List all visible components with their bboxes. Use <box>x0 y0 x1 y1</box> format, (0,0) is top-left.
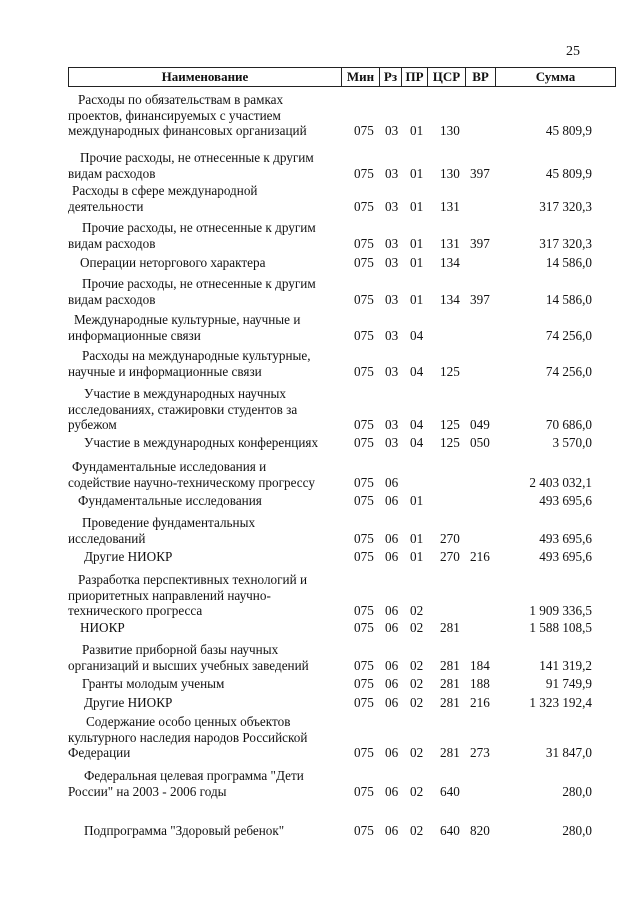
row-name-line: видам расходов <box>68 291 156 307</box>
cell-sum: 31 847,0 <box>545 745 592 760</box>
row-name-line: Федерации <box>68 745 131 760</box>
row-codes <box>354 745 616 761</box>
cell-min: 075 <box>354 823 374 838</box>
row-name-line: Расходы в сфере международной <box>72 183 258 198</box>
cell-sum: 14 586,0 <box>545 255 592 270</box>
row-name-line: видам расходов <box>68 165 156 181</box>
header-name: Наименование <box>161 69 249 84</box>
cell-pr: 02 <box>410 783 424 799</box>
row-codes <box>354 695 616 711</box>
cell-pr: 01 <box>410 493 424 508</box>
cell-sum: 141 319,2 <box>539 657 592 673</box>
cell-sum: 493 695,6 <box>539 530 592 546</box>
cell-sum: 317 320,3 <box>539 198 592 214</box>
row-name <box>68 348 344 379</box>
cell-rz: 06 <box>385 657 399 673</box>
header-vr: ВР <box>465 68 495 86</box>
table-row <box>68 150 616 181</box>
cell-vr: 397 <box>470 165 490 181</box>
cell-vr: 216 <box>470 549 490 564</box>
cell-vr: 216 <box>470 695 490 710</box>
table-row <box>68 768 616 799</box>
cell-min: 075 <box>354 291 374 307</box>
row-name-line: исследований <box>68 530 146 546</box>
header-pr: ПР <box>401 68 427 86</box>
cell-sum: 280,0 <box>562 783 592 799</box>
row-name-line: России" на 2003 - 2006 годы <box>68 783 227 799</box>
row-codes <box>354 417 616 433</box>
row-name-line: Расходы по обязательствам в рамках <box>78 92 284 107</box>
row-name-line: Проведение фундаментальных <box>82 515 256 530</box>
cell-min: 075 <box>354 363 374 379</box>
row-name <box>68 255 344 271</box>
row-name-line: Федеральная целевая программа "Дети <box>84 768 304 783</box>
table-row <box>68 459 616 490</box>
table-row <box>68 183 616 214</box>
row-name <box>68 768 344 799</box>
cell-csr: 640 <box>440 823 460 838</box>
cell-min: 075 <box>354 783 374 799</box>
row-codes <box>354 123 616 139</box>
table-row <box>68 695 616 711</box>
row-name-line: Прочие расходы, не отнесенные к другим <box>82 220 316 235</box>
cell-rz: 06 <box>385 823 399 838</box>
cell-rz: 06 <box>385 474 399 490</box>
row-name <box>68 515 344 546</box>
cell-rz: 06 <box>385 783 399 799</box>
cell-sum: 74 256,0 <box>545 327 592 343</box>
cell-sum: 280,0 <box>562 823 592 838</box>
row-name <box>68 676 344 692</box>
row-codes <box>354 620 616 636</box>
cell-min: 075 <box>354 123 374 138</box>
cell-rz: 06 <box>385 745 399 760</box>
table-row <box>68 276 616 307</box>
cell-csr: 281 <box>440 676 460 691</box>
cell-pr: 01 <box>410 198 424 214</box>
cell-sum: 2 403 032,1 <box>529 474 592 490</box>
cell-min: 075 <box>354 603 374 618</box>
cell-csr: 125 <box>440 435 460 450</box>
table-row <box>68 642 616 673</box>
cell-min: 075 <box>354 435 374 450</box>
cell-pr: 04 <box>410 363 424 379</box>
cell-sum: 70 686,0 <box>545 417 592 432</box>
row-name <box>68 620 344 636</box>
cell-pr: 01 <box>410 255 424 270</box>
row-name-line: Другие НИОКР <box>84 695 173 710</box>
cell-min: 075 <box>354 198 374 214</box>
row-codes <box>354 235 616 251</box>
row-name <box>68 386 344 433</box>
row-codes <box>354 291 616 307</box>
table-row <box>68 220 616 251</box>
cell-sum: 45 809,9 <box>545 165 592 181</box>
table-row <box>68 348 616 379</box>
table-row <box>68 255 616 271</box>
row-name-line: Фундаментальные исследования и <box>72 459 267 474</box>
cell-rz: 03 <box>385 291 399 307</box>
cell-min: 075 <box>354 165 374 181</box>
row-name-line: Участие в международных конференциях <box>84 435 319 450</box>
cell-rz: 06 <box>385 530 399 546</box>
row-name <box>68 435 344 451</box>
row-name <box>68 695 344 711</box>
cell-pr: 01 <box>410 291 424 307</box>
cell-csr: 131 <box>440 235 460 251</box>
cell-pr: 01 <box>410 123 424 138</box>
row-name-line: организаций и высших учебных заведений <box>68 657 309 673</box>
row-name-line: Международные культурные, научные и <box>74 312 301 327</box>
row-name <box>68 459 344 490</box>
cell-rz: 06 <box>385 620 399 635</box>
cell-csr: 281 <box>440 620 460 635</box>
cell-min: 075 <box>354 745 374 760</box>
cell-pr: 02 <box>410 657 424 673</box>
row-name-line: НИОКР <box>80 620 125 635</box>
row-name-line: Участие в международных научных <box>84 386 286 401</box>
cell-sum: 3 570,0 <box>552 435 592 450</box>
row-name <box>68 276 344 307</box>
row-name-line: международных финансовых организаций <box>68 123 307 138</box>
cell-sum: 74 256,0 <box>545 363 592 379</box>
row-codes <box>354 603 616 619</box>
cell-min: 075 <box>354 657 374 673</box>
row-codes <box>354 474 616 490</box>
row-name-line: научные и информационные связи <box>68 363 262 379</box>
table-row <box>68 435 616 451</box>
cell-rz: 03 <box>385 327 399 343</box>
cell-sum: 1 588 108,5 <box>529 620 592 635</box>
cell-min: 075 <box>354 695 374 710</box>
cell-rz: 03 <box>385 255 399 270</box>
row-name <box>68 92 344 139</box>
cell-pr: 02 <box>410 620 424 635</box>
cell-pr: 01 <box>410 235 424 251</box>
cell-sum: 1 909 336,5 <box>529 603 592 618</box>
cell-csr: 640 <box>440 783 460 799</box>
row-name-line: Другие НИОКР <box>84 549 173 564</box>
row-name-line: Прочие расходы, не отнесенные к другим <box>80 150 314 165</box>
cell-rz: 06 <box>385 676 399 691</box>
table-row <box>68 549 616 565</box>
row-name <box>68 183 344 214</box>
table-header <box>68 67 616 87</box>
cell-csr: 130 <box>440 123 460 138</box>
cell-vr: 049 <box>470 417 490 432</box>
cell-pr: 02 <box>410 695 424 710</box>
table-row <box>68 92 616 139</box>
table-row <box>68 515 616 546</box>
row-codes <box>354 493 616 509</box>
cell-csr: 125 <box>440 417 460 432</box>
cell-min: 075 <box>354 327 374 343</box>
cell-csr: 134 <box>440 291 460 307</box>
row-codes <box>354 255 616 271</box>
row-name <box>68 220 344 251</box>
cell-pr: 04 <box>410 417 424 432</box>
cell-sum: 45 809,9 <box>545 123 592 138</box>
cell-pr: 02 <box>410 603 424 618</box>
row-name-line: рубежом <box>68 417 117 432</box>
header-csr: ЦСР <box>427 68 465 86</box>
row-codes <box>354 657 616 673</box>
row-name <box>68 549 344 565</box>
page-number: 25 <box>566 44 580 59</box>
cell-rz: 06 <box>385 603 399 618</box>
cell-vr: 188 <box>470 676 490 691</box>
cell-rz: 03 <box>385 198 399 214</box>
cell-min: 075 <box>354 474 374 490</box>
cell-min: 075 <box>354 235 374 251</box>
row-codes <box>354 198 616 214</box>
cell-csr: 270 <box>440 530 460 546</box>
row-name <box>68 312 344 343</box>
cell-min: 075 <box>354 549 374 564</box>
row-codes <box>354 783 616 799</box>
cell-rz: 06 <box>385 493 399 508</box>
cell-pr: 02 <box>410 823 424 838</box>
cell-pr: 02 <box>410 676 424 691</box>
cell-rz: 03 <box>385 435 399 450</box>
table-row <box>68 493 616 509</box>
cell-vr: 397 <box>470 235 490 251</box>
cell-pr: 04 <box>410 435 424 450</box>
cell-rz: 03 <box>385 363 399 379</box>
cell-sum: 493 695,6 <box>539 493 592 508</box>
row-codes <box>354 165 616 181</box>
cell-csr: 281 <box>440 657 460 673</box>
row-name <box>68 493 344 509</box>
row-name-line: Развитие приборной базы научных <box>82 642 279 657</box>
table-row <box>68 823 616 839</box>
cell-sum: 14 586,0 <box>545 291 592 307</box>
cell-pr: 01 <box>410 165 424 181</box>
cell-min: 075 <box>354 255 374 270</box>
row-name-line: приоритетных направлений научно- <box>68 587 271 603</box>
budget-table <box>68 67 616 838</box>
table-row <box>68 714 616 761</box>
table-row <box>68 620 616 636</box>
cell-min: 075 <box>354 676 374 691</box>
cell-min: 075 <box>354 493 374 508</box>
table-row <box>68 386 616 433</box>
header-sum: Сумма <box>495 68 615 86</box>
table-row <box>68 312 616 343</box>
row-name-line: культурного наследия народов Российской <box>68 729 308 745</box>
cell-pr: 02 <box>410 745 424 760</box>
row-codes <box>354 435 616 451</box>
table-row <box>68 676 616 692</box>
cell-rz: 06 <box>385 695 399 710</box>
cell-vr: 273 <box>470 745 490 760</box>
row-name <box>68 714 344 761</box>
row-name-line: Гранты молодым ученым <box>82 676 225 691</box>
cell-sum: 1 323 192,4 <box>529 695 592 710</box>
cell-rz: 03 <box>385 165 399 181</box>
cell-min: 075 <box>354 620 374 635</box>
cell-csr: 130 <box>440 165 460 181</box>
row-name-line: Операции неторгового характера <box>80 255 266 270</box>
cell-pr: 01 <box>410 530 424 546</box>
cell-min: 075 <box>354 417 374 432</box>
cell-rz: 03 <box>385 235 399 251</box>
row-codes <box>354 676 616 692</box>
row-name-line: информационные связи <box>68 327 201 343</box>
cell-csr: 270 <box>440 549 460 564</box>
row-name-line: Фундаментальные исследования <box>78 493 262 508</box>
row-codes <box>354 549 616 565</box>
row-name-line: Расходы на международные культурные, <box>82 348 311 363</box>
cell-vr: 820 <box>470 823 490 838</box>
cell-sum: 493 695,6 <box>539 549 592 564</box>
row-name-line: Прочие расходы, не отнесенные к другим <box>82 276 316 291</box>
row-name <box>68 150 344 181</box>
row-name-line: Разработка перспективных технологий и <box>78 572 308 587</box>
row-name-line: технического прогресса <box>68 603 203 618</box>
cell-vr: 184 <box>470 657 490 673</box>
row-codes <box>354 823 616 839</box>
row-name <box>68 823 344 839</box>
cell-min: 075 <box>354 530 374 546</box>
cell-vr: 050 <box>470 435 490 450</box>
cell-rz: 03 <box>385 417 399 432</box>
table-row <box>68 572 616 619</box>
header-min: Мин <box>341 68 379 86</box>
row-name <box>68 572 344 619</box>
cell-sum: 91 749,9 <box>545 676 592 691</box>
row-name-line: исследованиях, стажировки студентов за <box>68 401 298 417</box>
cell-rz: 06 <box>385 549 399 564</box>
header-rz: Рз <box>379 68 401 86</box>
row-name-line: деятельности <box>68 198 144 214</box>
cell-csr: 281 <box>440 745 460 760</box>
row-codes <box>354 530 616 546</box>
row-name-line: проектов, финансируемых с участием <box>68 107 281 123</box>
row-codes <box>354 363 616 379</box>
cell-pr: 01 <box>410 549 424 564</box>
cell-csr: 131 <box>440 198 460 214</box>
cell-csr: 281 <box>440 695 460 710</box>
cell-pr: 04 <box>410 327 424 343</box>
cell-csr: 125 <box>440 363 460 379</box>
row-name-line: видам расходов <box>68 235 156 251</box>
row-name <box>68 642 344 673</box>
row-name-line: содействие научно-техническому прогрессу <box>68 474 315 490</box>
cell-vr: 397 <box>470 291 490 307</box>
cell-rz: 03 <box>385 123 399 138</box>
row-name-line: Подпрограмма "Здоровый ребенок" <box>84 823 285 838</box>
row-codes <box>354 327 616 343</box>
cell-sum: 317 320,3 <box>539 235 592 251</box>
row-name-line: Содержание особо ценных объектов <box>86 714 291 729</box>
cell-csr: 134 <box>440 255 460 270</box>
